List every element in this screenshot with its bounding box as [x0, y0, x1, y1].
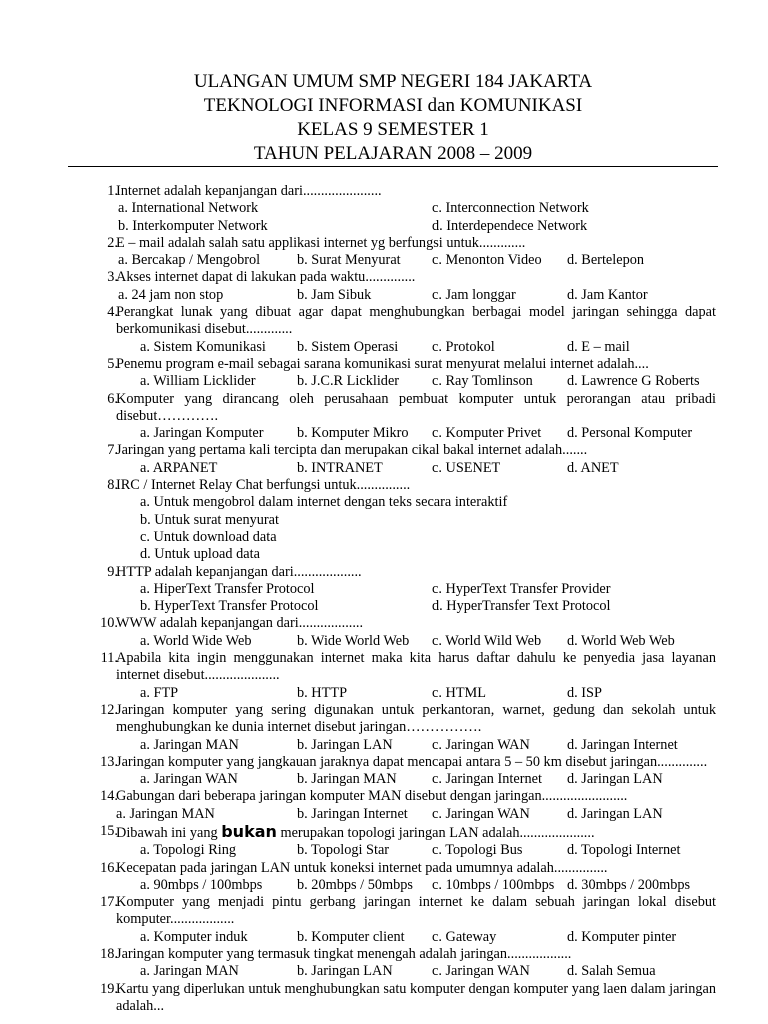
question-number: 18.: [100, 946, 118, 963]
question-number: 14.: [100, 788, 118, 805]
question-number: 2.: [107, 234, 118, 251]
question-3: [0, 269, 768, 304]
question-number: 3.: [107, 269, 118, 286]
option-d: d. Komputer pinter: [567, 928, 677, 945]
option-b: b. Jaringan MAN: [297, 771, 397, 788]
option-b: b. Jaringan LAN: [297, 736, 393, 753]
question-1: [0, 183, 768, 235]
question-text: E – mail adalah salah satu applikasi internet yg berfungsi untuk.............: [116, 234, 526, 251]
question-text: Akses internet dapat di lakukan pada waktu..............: [116, 269, 416, 286]
option-c: c. HTML: [432, 684, 486, 701]
question-text: WWW adalah kepanjangan dari..................: [116, 615, 364, 632]
question-list: [0, 183, 768, 1015]
option-a: a. Jaringan MAN: [140, 736, 239, 753]
option-a: a. Jaringan MAN: [116, 805, 215, 822]
question-text: Komputer yang menjadi pintu gerbang jaringan internet ke dalam sebuah jaringan lokal disebut komputer..................: [116, 894, 716, 928]
question-number: 7.: [107, 442, 118, 459]
question-19: [0, 981, 768, 1016]
question-16: [0, 860, 768, 895]
option-c: c. Jam longgar: [432, 286, 516, 303]
option-c: c. USENET: [432, 459, 501, 476]
question-text: [116, 823, 716, 842]
question-text: Kecepatan pada jaringan LAN untuk koneksi internet pada umumnya adalah...............: [116, 859, 608, 876]
question-text: Komputer yang dirancang oleh perusahaan pembuat komputer untuk perorangan atau pribadi disebut………….: [116, 390, 716, 424]
exam-header: [68, 70, 718, 166]
question-text: Penemu program e-mail sebagai sarana komunikasi surat menyurat melalui internet adalah....: [116, 355, 649, 372]
subject-title: TEKNOLOGI INFORMASI dan KOMUNIKASI: [203, 95, 583, 116]
option-c: c. Ray Tomlinson: [432, 373, 533, 390]
question-text: Jaringan komputer yang sering digunakan untuk perkantoran, warnet, gedung dan sekolah untuk menghubungkan ke dunia internet disebut jaringan…………….: [116, 701, 716, 736]
question-number: 4.: [107, 304, 118, 321]
option-a: a. HiperText Transfer Protocol: [140, 580, 315, 597]
question-number: 13.: [100, 753, 118, 770]
option-b: b. Jaringan Internet: [297, 805, 408, 822]
option-d: d. Lawrence G Roberts: [567, 373, 700, 390]
option-a: a. Sistem Komunikasi: [140, 338, 266, 355]
option-a: a. William Licklider: [140, 373, 256, 390]
question-8: [0, 477, 768, 563]
question-text: Jaringan komputer yang jangkauan jaraknya dapat mencapai antara 5 – 50 km disebut jaringan..............: [116, 753, 708, 770]
option-b: b. INTRANET: [297, 459, 383, 476]
option-b: b. Jaringan LAN: [297, 963, 393, 980]
emphasis-word: bukan: [221, 821, 277, 841]
option-d: d. ANET: [567, 459, 619, 476]
option-a: a. Bercakap / Mengobrol: [118, 252, 261, 269]
option-c: c. Gateway: [432, 928, 497, 945]
option-d: d. Salah Semua: [567, 963, 656, 980]
option-c: c. World Wild Web: [432, 632, 542, 649]
option-a: a. ARPANET: [140, 459, 218, 476]
option-d: d. ISP: [567, 684, 602, 701]
question-number: 12.: [100, 701, 118, 718]
question-18: [0, 946, 768, 981]
option-b: b. Interkomputer Network: [118, 217, 268, 234]
option-c: c. 10mbps / 100mbps: [432, 876, 555, 893]
question-text: HTTP adalah kepanjangan dari...................: [116, 563, 362, 580]
option-c: c. Untuk download data: [140, 528, 277, 545]
option-b: b. Komputer Mikro: [297, 425, 409, 442]
option-c: c. Topologi Bus: [432, 842, 523, 859]
option-d: d. Jaringan Internet: [567, 736, 678, 753]
question-text: Perangkat lunak yang dibuat agar dapat menghubungkan berbagai model jaringan sehingga dapat berkomunikasi disebut.............: [116, 304, 716, 338]
question-number: 6.: [107, 390, 118, 407]
question-15: [0, 823, 768, 860]
option-b: b. Jam Sibuk: [297, 286, 372, 303]
option-a: a. International Network: [118, 200, 259, 217]
option-a: a. World Wide Web: [140, 632, 252, 649]
option-b: b. 20mbps / 50mbps: [297, 876, 413, 893]
option-b: b. HyperText Transfer Protocol: [140, 598, 319, 615]
option-d: d. Jam Kantor: [567, 286, 648, 303]
option-b: b. HTTP: [297, 684, 348, 701]
academic-year: TAHUN PELAJARAN 2008 – 2009: [253, 143, 533, 164]
question-number: 8.: [107, 477, 118, 494]
option-c: c. HyperText Transfer Provider: [432, 580, 611, 597]
option-a: a. Jaringan Komputer: [140, 425, 264, 442]
option-a: a. 24 jam non stop: [118, 286, 224, 303]
question-text: Jaringan yang pertama kali tercipta dan merupakan cikal bakal internet adalah.......: [116, 442, 588, 459]
option-d: d. Jaringan LAN: [567, 771, 663, 788]
question-text: Apabila kita ingin menggunakan internet maka kita harus daftar dahulu ke penyedia jasa layanan internet disebut.....................: [116, 650, 716, 684]
question-13: [0, 754, 768, 789]
option-a: a. Untuk mengobrol dalam internet dengan teks secara interaktif: [140, 494, 508, 511]
option-d: d. Jaringan LAN: [567, 805, 663, 822]
school-title: ULANGAN UMUM SMP NEGERI 184 JAKARTA: [193, 71, 593, 92]
question-7: [0, 442, 768, 477]
option-d: d. Bertelepon: [567, 252, 645, 269]
question-number: 17.: [100, 894, 118, 911]
option-b: b. Komputer client: [297, 928, 405, 945]
question-number: 1.: [107, 183, 118, 199]
question-2: [0, 235, 768, 270]
option-d: d. World Web Web: [567, 632, 675, 649]
option-c: c. Komputer Privet: [432, 425, 542, 442]
option-d: d. HyperTransfer Text Protocol: [432, 598, 611, 615]
option-d: d. Interdependece Network: [432, 217, 588, 234]
question-12: [0, 702, 768, 754]
option-c: c. Jaringan Internet: [432, 771, 542, 788]
question-6: [0, 391, 768, 443]
option-c: c. Jaringan WAN: [432, 963, 530, 980]
question-text: IRC / Internet Relay Chat berfungsi untuk...............: [116, 477, 411, 494]
class-semester: KELAS 9 SEMESTER 1: [297, 119, 489, 140]
option-a: a. Komputer induk: [140, 928, 248, 945]
option-c: c. Protokol: [432, 338, 495, 355]
option-b: b. Topologi Star: [297, 842, 390, 859]
question-17: [0, 894, 768, 946]
option-c: c. Jaringan WAN: [432, 736, 530, 753]
question-number: 19.: [100, 980, 118, 997]
option-b: b. Sistem Operasi: [297, 338, 399, 355]
option-a: a. Topologi Ring: [140, 842, 237, 859]
question-5: [0, 356, 768, 391]
option-c: c. Menonton Video: [432, 252, 542, 269]
question-number: 9.: [107, 563, 118, 580]
question-number: 11.: [100, 650, 118, 667]
option-a: a. Jaringan MAN: [140, 963, 239, 980]
question-number: 10.: [100, 615, 118, 632]
option-b: b. Surat Menyurat: [297, 252, 401, 269]
option-b: b. J.C.R Licklider: [297, 373, 400, 390]
option-d: d. 30mbps / 200mbps: [567, 876, 691, 893]
question-9: [0, 564, 768, 616]
option-a: a. FTP: [140, 684, 179, 701]
question-number: 16.: [100, 859, 118, 876]
option-c: c. Interconnection Network: [432, 200, 589, 217]
question-10: [0, 615, 768, 650]
question-text-start: Dibawah ini yang: [116, 824, 222, 841]
question-text: Kartu yang diperlukan untuk menghubungkan satu komputer dengan komputer yang laen dalam jaringan adalah...: [116, 980, 716, 1014]
question-text: Internet adalah kepanjangan dari......................: [116, 183, 382, 199]
question-14: [0, 788, 768, 823]
option-b: b. Wide World Web: [297, 632, 410, 649]
option-d: d. Topologi Internet: [567, 842, 681, 859]
option-d: d. Untuk upload data: [140, 546, 260, 563]
option-d: d. Personal Komputer: [567, 425, 693, 442]
header-divider: [68, 166, 718, 167]
option-b: b. Untuk surat menyurat: [140, 511, 279, 528]
question-number: 15.: [100, 822, 118, 839]
question-number: 5.: [107, 355, 118, 372]
option-a: a. 90mbps / 100mbps: [140, 876, 263, 893]
question-4: [0, 304, 768, 356]
option-d: d. E – mail: [567, 338, 630, 355]
option-a: a. Jaringan WAN: [140, 771, 238, 788]
question-text: Jaringan komputer yang termasuk tingkat menengah adalah jaringan..................: [116, 946, 572, 963]
question-text-end: merupakan topologi jaringan LAN adalah.....................: [276, 824, 595, 841]
question-text: Gabungan dari beberapa jaringan komputer MAN disebut dengan jaringan........................: [116, 788, 628, 805]
question-11: [0, 650, 768, 702]
option-c: c. Jaringan WAN: [432, 805, 530, 822]
